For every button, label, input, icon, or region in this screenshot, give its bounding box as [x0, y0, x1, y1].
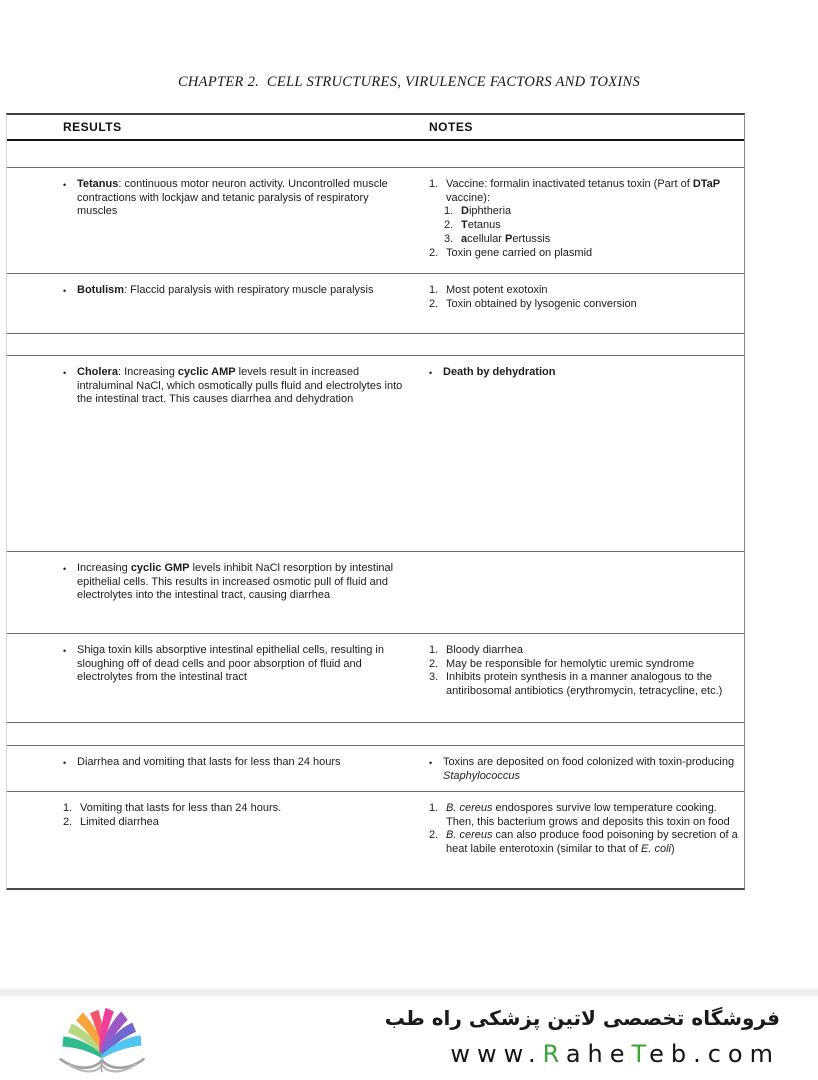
results-cell	[7, 168, 421, 273]
item-text: Tetanus	[461, 219, 501, 232]
list-item	[63, 562, 407, 603]
list-item	[429, 644, 738, 658]
results-notes-table	[6, 113, 745, 890]
list-item	[444, 233, 738, 247]
table-row	[7, 168, 744, 274]
results-cell	[7, 792, 421, 888]
item-text: Shiga toxin kills absorptive intestinal epithelial cells, resulting in sloughing off of dead cells and poor absorption of fluid and electrolytes from the intestinal tract	[77, 644, 384, 684]
bullet-marker: •	[63, 180, 67, 190]
item-text: Tetanus: continuous motor neuron activity. Uncontrolled muscle contractions with lockjaw and tetanic paralysis of respiratory muscles	[77, 178, 388, 218]
item-text: Inhibits protein synthesis in a manner analogous to the antiribosomal antibiotics (erythromycin, tetracycline, etc.)	[446, 671, 723, 698]
list-item	[444, 219, 738, 233]
list-item	[429, 658, 738, 672]
item-text: acellular Pertussis	[461, 232, 551, 245]
item-text: Death by dehydration	[443, 366, 556, 378]
number-marker: 3.	[429, 671, 439, 684]
table-header-row	[7, 115, 744, 141]
results-cell	[7, 274, 421, 333]
results-cell	[7, 634, 421, 722]
list-item	[63, 816, 407, 830]
number-marker: 2.	[429, 246, 439, 259]
url-segment: ahe	[565, 1040, 632, 1068]
item-text: Vaccine: formalin inactivated tetanus toxin (Part of DTaP vaccine):	[446, 178, 721, 204]
list-item	[63, 178, 407, 219]
bullet-marker: •	[63, 368, 67, 378]
item-text: Most potent exotoxin	[446, 284, 548, 296]
number-marker: 1.	[429, 284, 439, 296]
table-spacer-row	[7, 334, 744, 356]
notes-cell	[421, 792, 744, 888]
item-text: Limited diarrhea	[80, 815, 159, 828]
number-marker: 3.	[444, 232, 454, 245]
list-item	[63, 802, 407, 816]
logo-book-spine	[101, 1060, 102, 1072]
list-item	[429, 802, 738, 829]
table-row	[7, 356, 744, 552]
table-row	[7, 634, 744, 723]
results-column-header: RESULTS	[63, 120, 122, 134]
bullet-marker: •	[63, 758, 67, 768]
item-text: Botulism: Flaccid paralysis with respiratory muscle paralysis	[77, 284, 374, 296]
url-segment: T	[631, 1040, 650, 1068]
number-marker: 1.	[429, 644, 439, 656]
item-text: Vomiting that lasts for less than 24 hours.	[80, 802, 282, 814]
results-cell	[7, 356, 421, 551]
list-item	[429, 366, 738, 381]
list-item	[444, 205, 738, 219]
item-text: B. cereus endospores survive low temperature cooking. Then, this bacterium grows and deposits this toxin on food	[446, 802, 730, 828]
number-marker: 2.	[429, 657, 439, 670]
number-marker: 2.	[429, 297, 439, 310]
number-marker: 1.	[444, 205, 454, 218]
notes-cell	[421, 746, 744, 791]
results-cell	[7, 746, 421, 791]
number-marker: 1.	[429, 802, 439, 814]
list-item	[429, 298, 738, 312]
bullet-marker: •	[429, 368, 433, 378]
url-segment: eb.com	[649, 1040, 780, 1068]
chapter-title: CHAPTER 2. CELL STRUCTURES, VIRULENCE FACTORS AND TOXINS	[177, 74, 641, 90]
number-marker: 2.	[63, 815, 73, 828]
table-row	[7, 792, 744, 888]
table-body	[7, 141, 744, 888]
raheteb-book-logo	[56, 1002, 148, 1078]
number-marker: 2.	[429, 829, 439, 842]
number-marker: 1.	[429, 178, 439, 190]
item-text: Toxins are deposited on food colonized with toxin-producing Staphylococcus	[443, 756, 735, 782]
footer-persian-text: فروشگاه تخصصی لاتین پزشکی راه طب	[384, 1006, 780, 1030]
item-text: May be responsible for hemolytic uremic syndrome	[446, 657, 695, 670]
item-text: Diphtheria	[461, 205, 512, 218]
url-segment: R	[542, 1040, 566, 1068]
list-item	[63, 366, 407, 407]
scan-artifact-strip	[0, 989, 818, 996]
table-spacer-row	[7, 723, 744, 746]
list-item	[63, 644, 407, 685]
list-item	[429, 247, 738, 261]
number-marker: 1.	[63, 802, 73, 814]
item-text: Cholera: Increasing cyclic AMP levels result in increased intraluminal NaCl, which osmotically pulls fluid and electrolytes into the intestinal tract. This causes diarrhea and dehydration	[77, 366, 403, 406]
bullet-marker: •	[63, 564, 67, 574]
item-text: Diarrhea and vomiting that lasts for less than 24 hours	[77, 756, 341, 768]
notes-cell	[421, 552, 744, 633]
table-row	[7, 274, 744, 334]
number-marker: 2.	[444, 219, 454, 232]
url-segment: www.	[450, 1040, 543, 1068]
bullet-marker: •	[429, 758, 433, 768]
notes-column-header: NOTES	[429, 120, 473, 134]
notes-cell	[421, 356, 744, 551]
item-text: Bloody diarrhea	[446, 644, 524, 656]
list-item	[63, 756, 407, 771]
list-item	[429, 829, 738, 856]
list-item	[63, 284, 407, 299]
notes-cell	[421, 634, 744, 722]
item-text: Toxin obtained by lysogenic conversion	[446, 297, 637, 310]
footer-url	[450, 1040, 780, 1068]
notes-cell	[421, 274, 744, 333]
item-text: Toxin gene carried on plasmid	[446, 246, 593, 259]
bullet-marker: •	[63, 286, 67, 296]
list-item	[429, 756, 738, 783]
bullet-marker: •	[63, 646, 67, 656]
list-item	[429, 284, 738, 298]
notes-cell	[421, 168, 744, 273]
item-text: B. cereus can also produce food poisoning by secretion of a heat labile enterotoxin (similar to that of E. coli)	[446, 829, 738, 856]
results-cell	[7, 552, 421, 633]
table-row	[7, 552, 744, 634]
list-item	[429, 178, 738, 205]
list-item	[429, 671, 738, 698]
table-row	[7, 746, 744, 792]
item-text: Increasing cyclic GMP levels inhibit NaCl resorption by intestinal epithelial cells. This results in increased osmotic pull of fluid and electrolytes into the intestinal tract, causing diarrhea	[77, 562, 394, 602]
table-spacer-row	[7, 141, 744, 168]
